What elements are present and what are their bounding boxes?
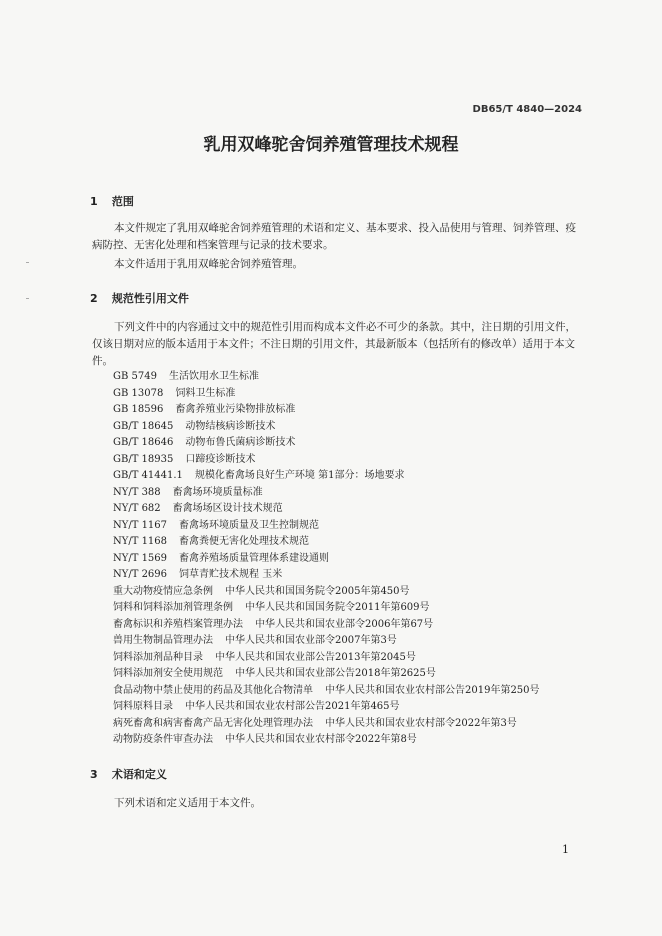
reference-title: 畜禽粪便无害化处理技术规范	[179, 536, 310, 547]
reference-title: 畜禽场场区设计技术规范	[172, 503, 283, 514]
reference-title: 畜禽场环境质量及卫生控制规范	[179, 519, 320, 531]
reference-item	[113, 402, 540, 419]
section-1-heading	[90, 193, 134, 209]
reference-item	[113, 666, 540, 683]
reference-title: 动物结核病诊断技术	[185, 420, 276, 432]
normative-reference-list	[113, 369, 540, 749]
reference-item	[113, 584, 540, 601]
section-3-paragraph-1: 下列术语和定义适用于本文件。	[114, 797, 261, 809]
reference-title: 饲草青贮技术规程 玉米	[179, 569, 283, 580]
reference-title: 中华人民共和国农业部令2007年第3号	[225, 635, 397, 646]
reference-code: GB/T 18646	[113, 437, 174, 448]
reference-title: 中华人民共和国农业部公告2013年第2045号	[215, 651, 416, 663]
section-1-paragraph-2: 本文件适用于乳用双峰驼舍饲养殖管理。	[114, 258, 303, 270]
section-title: 规范性引用文件	[111, 292, 189, 305]
reference-title: 畜禽场环境质量标准	[172, 486, 263, 498]
section-2-heading	[90, 290, 189, 306]
reference-code: NY/T 2696	[113, 569, 168, 580]
reference-code: 饲料原料目录	[113, 701, 173, 712]
reference-code: GB 18596	[113, 404, 164, 415]
reference-code: 兽用生物制品管理办法	[113, 635, 213, 646]
reference-item	[113, 551, 540, 568]
section-number: 1	[90, 195, 98, 208]
reference-title: 动物布鲁氏菌病诊断技术	[185, 437, 296, 448]
reference-code: NY/T 682	[113, 503, 161, 514]
reference-code: 食品动物中禁止使用的药品及其他化合物清单	[113, 684, 313, 696]
reference-title: 中华人民共和国国务院令2011年第609号	[245, 602, 430, 613]
reference-code: GB 13078	[113, 387, 164, 399]
reference-item	[113, 369, 540, 386]
reference-item	[113, 716, 540, 733]
reference-title: 口蹄疫诊断技术	[185, 453, 256, 465]
reference-item	[113, 600, 540, 617]
reference-item	[113, 435, 540, 452]
reference-title: 畜禽养殖业污染物排放标准	[175, 404, 296, 415]
section-3-heading	[90, 766, 167, 782]
reference-title: 生活饮用水卫生标准	[168, 371, 259, 382]
reference-item	[113, 468, 540, 485]
reference-code: GB/T 18645	[113, 420, 174, 432]
reference-title: 中华人民共和国农业农村部令2022年第3号	[325, 717, 517, 729]
section-number: 2	[90, 292, 98, 305]
section-2-paragraph-1: 下列文件中的内容通过文中的规范性引用而构成本文件必不可少的条款。其中，注日期的引用文件，仅该日期对应的版本适用于本文件；不注日期的引用文件，其最新版本（包括所有的修改单）适用于本文件。	[92, 321, 576, 367]
reference-code: 畜禽标识和养殖档案管理办法	[113, 618, 243, 630]
reference-code: GB 5749	[113, 371, 157, 382]
reference-item	[113, 419, 540, 436]
reference-code: GB/T 18935	[113, 453, 174, 465]
reference-code: 重大动物疫情应急条例	[113, 585, 213, 597]
reference-code: NY/T 1569	[113, 552, 168, 564]
reference-item	[113, 452, 540, 469]
reference-title: 中华人民共和国农业农村部公告2019年第250号	[325, 684, 540, 696]
reference-code: 饲料和饲料添加剂管理条例	[113, 602, 233, 613]
reference-item	[113, 501, 540, 518]
reference-item	[113, 518, 540, 535]
reference-item	[113, 699, 540, 716]
reference-code: 饲料添加剂安全使用规范	[113, 668, 223, 679]
reference-item	[113, 650, 540, 667]
reference-item	[113, 534, 540, 551]
scan-mark	[26, 298, 29, 299]
reference-code: NY/T 388	[113, 486, 161, 498]
section-title: 术语和定义	[111, 768, 167, 781]
reference-item	[113, 567, 540, 584]
page-number: 1	[562, 843, 569, 856]
reference-code: NY/T 1168	[113, 536, 168, 547]
reference-item	[113, 386, 540, 403]
section-title: 范围	[111, 195, 134, 208]
reference-item	[113, 485, 540, 502]
document-title: 乳用双峰驼舍饲养殖管理技术规程	[203, 135, 459, 155]
reference-item	[113, 633, 540, 650]
standard-code: DB65/T 4840—2024	[472, 104, 582, 115]
section-number: 3	[90, 768, 98, 781]
reference-item	[113, 732, 540, 749]
reference-title: 中华人民共和国农业农村部令2022年第8号	[225, 734, 417, 745]
reference-title: 畜禽养殖场质量管理体系建设通则	[179, 552, 330, 564]
reference-title: 中华人民共和国农业部公告2018年第2625号	[235, 668, 436, 679]
scan-mark	[26, 262, 29, 263]
reference-code: GB/T 41441.1	[113, 470, 183, 481]
reference-code: 饲料添加剂品种目录	[113, 651, 203, 663]
reference-title: 规模化畜禽场良好生产环境 第1部分：场地要求	[194, 470, 405, 481]
reference-code: NY/T 1167	[113, 519, 168, 531]
reference-code: 病死畜禽和病害畜禽产品无害化处理管理办法	[113, 717, 313, 729]
reference-item	[113, 683, 540, 700]
section-1-paragraph-1: 本文件规定了乳用双峰驼舍饲养殖管理的术语和定义、基本要求、投入品使用与管理、饲养管理、疫病防控、无害化处理和档案管理与记录的技术要求。	[92, 222, 576, 251]
reference-title: 中华人民共和国国务院令2005年第450号	[225, 585, 410, 597]
reference-item	[113, 617, 540, 634]
reference-title: 中华人民共和国农业部令2006年第67号	[255, 618, 434, 630]
reference-code: 动物防疫条件审查办法	[113, 734, 213, 745]
reference-title: 饲料卫生标准	[175, 387, 236, 399]
reference-title: 中华人民共和国农业农村部公告2021年第465号	[185, 701, 400, 712]
